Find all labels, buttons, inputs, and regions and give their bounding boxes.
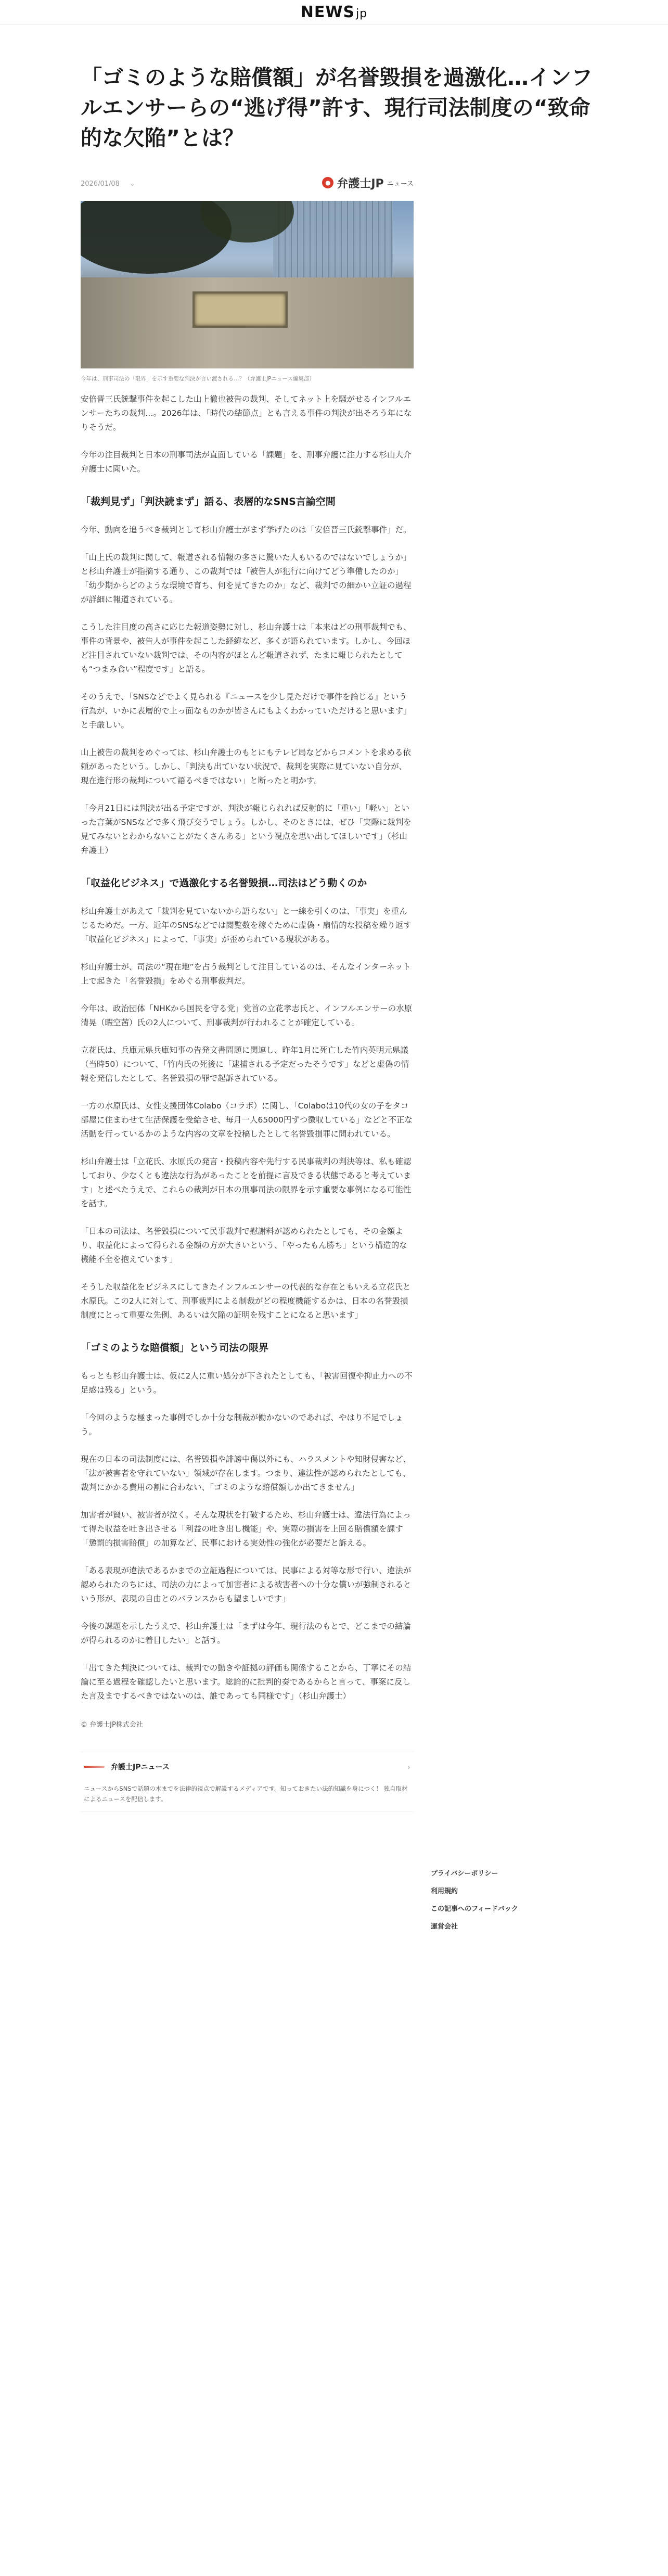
chevron-down-icon[interactable]: ⌄	[130, 180, 135, 188]
company-link[interactable]: 運営会社	[431, 1923, 458, 1931]
article-paragraph: 安倍晋三氏銃撃事件を起こした山上徹也被告の裁判、そしてネット上を騒がせるインフルエンサーたちの裁判…。2026年は、「時代の結節点」とも言える事件の判決が出そろう年になりそうだ。	[81, 394, 412, 432]
article-paragraph: 「ある表現が違法であるかまでの立証過程については、民事による対等な形で行い、違法が認められたのちには、司法の力によって加害者による被害者への十分な償いが強制されるという形が、表現の自由とのバランスからも望ましいです」	[81, 1566, 412, 1603]
article-body	[81, 392, 414, 1703]
section-heading: 「裁判見ず」「判決読まず」語る、表層的なSNS言論空間	[81, 496, 336, 507]
source-name: 弁護士JP	[337, 177, 384, 190]
source-card-description: ニュースからSNSで話題の木までを法律的視点で解説するメディアです。知っておきたい法的知識を身につく！ 独自取材によるニュースを配信します。	[84, 1785, 408, 1803]
chevron-right-icon[interactable]: ›	[407, 1762, 410, 1772]
source-card[interactable]	[81, 1752, 414, 1812]
source-logo[interactable]	[322, 175, 414, 191]
article-paragraph: 今年は、政治団体「NHKから国民を守る党」党首の立花孝志氏と、インフルエンサーの水原清晃（暇空茜）氏の2人について、刑事裁判が行われることが確定している。	[81, 1004, 413, 1027]
article-paragraph: 杉山弁護士があえて「裁判を見ていないから語らない」と一線を引くのは、「事実」を重んじるためだ。一方、近年のSNSなどでは閲覧数を稼ぐために虚偽・扇情的な投稿を繰り返す「収益化ビジネス」によって、「事実」が歪められている現状がある。	[81, 907, 412, 944]
article-paragraph: 「出てきた判決については、裁判での動きや証拠の評価も関係することから、丁寧にその結論に至る過程を確認したいと思います。総論的に批判的奏であるからと言って、事案に反した言及までするべきではないのは、誰であっても同様です」（杉山弁護士）	[81, 1663, 412, 1701]
article-paragraph: こうした注目度の高さに応じた報道姿勢に対し、杉山弁護士は「本来はどの刑事裁判でも、事件の背景や、被告人が事件を起こした経緯など、多くが語られています。しかし、今回ほど注目されていない裁判では、その内容がほとんど報道されず、たまに報じられたとしても“つまみ食い”程度です」と語る。	[81, 622, 412, 674]
article-title: 「ゴミのような賠償額」が名誉毀損を過激化…インフルエンサーらの“逃げ得”許す、現行司法制度の“致命的な欠陥”とは？	[81, 65, 593, 150]
source-card-logo	[84, 1766, 105, 1768]
source-suffix: ニュース	[387, 180, 414, 188]
article-photo	[81, 201, 414, 368]
photo-nameplate	[192, 291, 288, 328]
article-paragraph: 現在の日本の司法制度には、名誉毀損や誹謗中傷以外にも、ハラスメントや知財侵害など、「法が被害者を守れていない」領域が存在します。つまり、違法性が認められたとしても、裁判にかかる費用の割に合わない、「ゴミのような賠償額しか出てきません」	[81, 1455, 412, 1492]
copyright: © 弁護士JP株式会社	[81, 1721, 143, 1729]
article-paragraph: そのうえで、「SNSなどでよく見られる『ニュースを少し見ただけで事件を論じる』という行為が、いかに表層的で上っ面なものかが皆さんにもよくわかっていただけると思います」と手厳しい。	[81, 692, 412, 730]
article-meta	[81, 175, 414, 190]
article-paragraph: 「今回のような極まった事例でしか十分な制裁が働かないのであれば、やはり不足でしょう。	[81, 1413, 404, 1436]
article-paragraph: 「日本の司法は、名誉毀損について民事裁判で慰謝料が認められたとしても、その金額より、収益化によって得られる金額の方が大きいという、「やったもん勝ち」という構造的な機能不全を抱えています」	[81, 1227, 407, 1264]
sidebar-links	[431, 1870, 524, 1941]
article-paragraph: 「山上氏の裁判に関して、報道される情報の多さに驚いた人もいるのではないでしょうか」と杉山弁護士が指摘する通り、この裁判では「被告人が犯行に向けてどう準備したのか」「幼少期からどのような環境で育ち、何を見てきたのか」など、裁判での細かい立証の過程が詳細に報道されている。	[81, 553, 412, 604]
article-paragraph: そうした収益化をビジネスにしてきたインフルエンサーの代表的な存在ともいえる立花氏と水原氏。この2人に対して、刑事裁判による制裁がどの程度機能するかは、日本の名誉毀損制度にとって重要な先例、あるいは欠陥の証明を残すことになると思います」	[81, 1282, 411, 1320]
article-paragraph: 加害者が賢い、被害者が泣く。そんな現状を打破するため、杉山弁護士は、違法行為によって得た収益を吐き出させる「利益の吐き出し機能」や、実際の損害を上回る賠償額を課す「懲罰的損害賠償」の加算など、民事における実効性の強化が必要だと訴える。	[81, 1510, 411, 1548]
section-heading: 「収益化ビジネス」で過激化する名誉毀損…司法はどう動くのか	[81, 877, 367, 889]
article-paragraph: 杉山弁護士は「立花氏、水原氏の発言・投稿内容や先行する民事裁判の判決等は、私も確認しており、少なくとも違法な行為があったことを前提に言及できる状態であると考えています」と述べたうえで、これらの裁判が日本の刑事司法の限界を示す重要な事例になる可能性を話す。	[81, 1157, 412, 1208]
article-paragraph: 立花氏は、兵庫元県兵庫知事の告発文書問題に関連し、昨年1月に死亡した竹内英明元県議（当時50）について、「竹内氏の死後に「逮捕される予定だったそうです」などと虚偽の情報を発信したとして、名誉毀損の罪で起訴されている。	[81, 1045, 409, 1083]
logo-suffix: jp	[356, 7, 368, 20]
photo-caption: 今年は、刑事司法の「限界」を示す重要な判決が言い渡される…？（弁護士JPニュース編集部）	[81, 376, 315, 382]
article-paragraph: もっとも杉山弁護士は、仮に2人に重い処分が下されたとしても、「被害回復や抑止力への不足感は残る」という。	[81, 1371, 413, 1395]
source-card-brand	[84, 1762, 170, 1772]
feedback-link[interactable]: この記事へのフィードバック	[431, 1905, 518, 1913]
privacy-policy-link[interactable]: プライバシーポリシー	[431, 1870, 498, 1878]
publish-date: 2026/01/08	[81, 180, 120, 188]
source-card-name: 弁護士JPニュース	[111, 1763, 170, 1771]
article-paragraph: 「今月21日には判決が出る予定ですが、判決が報じられれば反射的に「重い」「軽い」といった言葉がSNSなどで多く飛び交うでしょう。しかし、そのときには、ぜひ「実際に裁判を見てみないとわからないことがたくさんある」という視点を思い出してほしいです」（杉山弁護士）	[81, 804, 412, 855]
logo-text: NEWS	[300, 3, 355, 21]
article-paragraph: 山上被告の裁判をめぐっては、杉山弁護士のもとにもテレビ局などからコメントを求める依頼があったという。しかし、「判決も出ていない状況で、裁判を実際に見ていない自分が、現在進行形の裁判について語るべきではない」と断ったと明かす。	[81, 748, 411, 785]
article-paragraph: 一方の水原氏は、女性支援団体Colabo（コラボ）に関し、「Colaboは10代の女の子をタコ部屋に住まわせて生活保護を受給させ、毎月一人65000円ずつ徴収している」などと不正な活動を行っているかのような内容の文章を投稿したとして名誉毀損罪に問われている。	[81, 1101, 413, 1139]
top-bar	[0, 0, 668, 24]
article-paragraph: 今年、動向を追うべき裁判として杉山弁護士がまず挙げたのは「安倍晋三氏銃撃事件」だ。	[81, 525, 412, 534]
article-paragraph: 今年の注目裁判と日本の刑事司法が直面している「課題」を、刑事弁護に注力する杉山大介弁護士に聞いた。	[81, 450, 412, 474]
source-mark-icon: ●	[322, 177, 333, 188]
site-logo[interactable]	[301, 3, 367, 21]
article-paragraph: 杉山弁護士が、司法の“現在地”を占う裁判として注目しているのは、そんなインターネット上で起きた「名誉毀損」をめぐる刑事裁判だ。	[81, 962, 411, 986]
article-paragraph: 今後の課題を示したうえで、杉山弁護士は「まずは今年、現行法のもとで、どこまでの結論が得られるのかに着目したい」と話す。	[81, 1622, 411, 1645]
source-card-header	[81, 1762, 414, 1772]
terms-link[interactable]: 利用規約	[431, 1888, 458, 1895]
section-heading: 「ゴミのような賠償額」という司法の限界	[81, 1342, 269, 1354]
article	[81, 62, 593, 1812]
